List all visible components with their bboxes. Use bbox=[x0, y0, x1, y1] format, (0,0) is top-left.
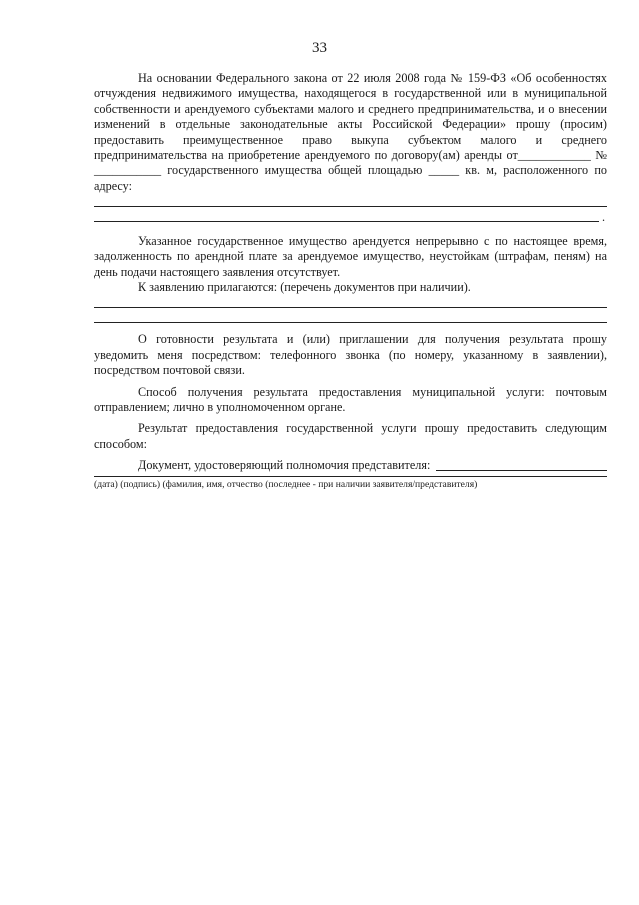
address-blank-line-1 bbox=[94, 194, 607, 209]
method-paragraph: Способ получения результата предоставления муниципальной услуги: почтовым отправлением; лично в уполномоченном органе. bbox=[94, 384, 607, 415]
blank-line bbox=[94, 221, 599, 222]
representative-blank bbox=[436, 459, 607, 471]
attachments-paragraph: К заявлению прилагаются: (перечень документов при наличии). bbox=[138, 280, 471, 295]
signature-block bbox=[94, 474, 607, 504]
address-end-mark: . bbox=[601, 209, 605, 224]
signature-caption: (дата) (подпись) (фамилия, имя, отчество (последнее - при наличии заявителя/представителя) bbox=[94, 478, 478, 490]
blank-line bbox=[94, 307, 607, 308]
result-paragraph: Результат предоставления государственной услуги прошу предоставить следующим способом: bbox=[94, 421, 607, 451]
attachments-blank-line-1 bbox=[94, 296, 607, 311]
address-blank-line-2 bbox=[94, 210, 607, 225]
blank-line bbox=[94, 206, 607, 207]
rented-paragraph: Указанное государственное имущество арендуется непрерывно с по настоящее время, задолженность по арендной плате за арендуемое имущество, неустойкам (штрафам, пеням) на день подачи настоящего заявления отсутствует. bbox=[94, 234, 607, 279]
attachments-blank-line-2 bbox=[94, 311, 607, 326]
basis-paragraph: На основании Федерального закона от 22 июля 2008 года № 159-ФЗ «Об особенностях отчуждения недвижимого имущества, находящегося в государственной или в муниципальной собственности и арендуемого субъектами малого и среднего предпринимательства, и о внесении изменений в отдельные законодательные акты Российской Федерации» прошу (просим) предоставить преимущественное право выкупа субъектом малого и среднего предпринимательства на приобретение арендуемого по договору(ам) аренды от____________ № ___________ государственного имущества общей площадью _____ кв. м, расположенного по адресу: bbox=[94, 71, 607, 193]
representative-line bbox=[94, 458, 607, 473]
notify-paragraph: О готовности результата и (или) приглашении для получения результата прошу уведомить меня посредством: телефонного звонка (по номеру, указанному в заявлении), посредством почтовой связи. bbox=[94, 332, 607, 378]
representative-label: Документ, удостоверяющий полномочия представителя: bbox=[138, 458, 431, 473]
document-body bbox=[94, 71, 607, 504]
blank-line bbox=[94, 322, 607, 323]
page-number: 33 bbox=[312, 40, 327, 56]
